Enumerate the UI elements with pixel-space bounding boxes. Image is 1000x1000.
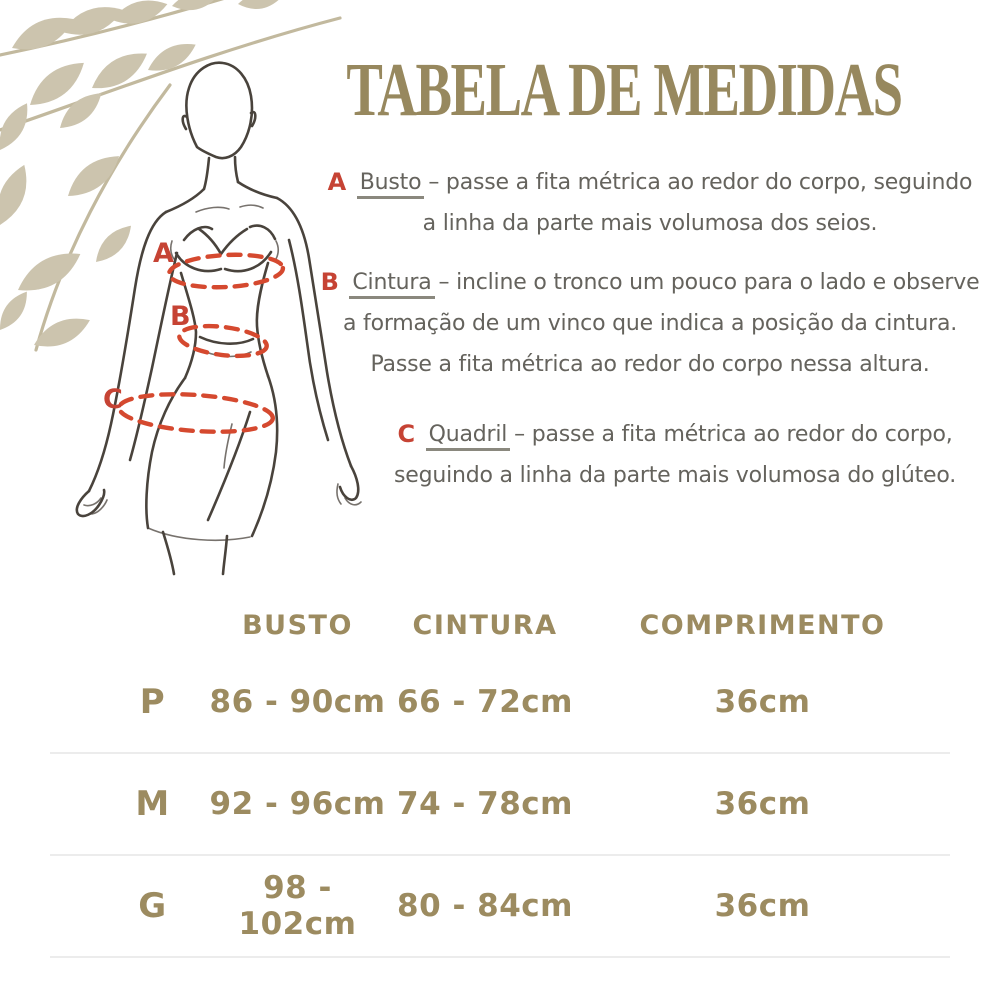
instruction-text: – passe a fita métrica ao redor do corpo, seguindo xyxy=(428,170,973,195)
size-label: M xyxy=(135,784,170,824)
marker-letter-a: A xyxy=(327,168,347,196)
busto-value: 98 - 102cm xyxy=(238,870,357,942)
busto-value: 92 - 96cm xyxy=(209,786,386,822)
instruction-text: a formação de um vinco que indica a posição da cintura. xyxy=(342,311,958,336)
marker-letter-c: C xyxy=(397,420,416,448)
table-row-m xyxy=(50,754,950,856)
header-cintura: CINTURA xyxy=(412,609,558,641)
waist-measure-line xyxy=(178,322,269,361)
table-row-p xyxy=(50,652,950,754)
comprimento-value: 36cm xyxy=(714,888,811,924)
comprimento-value: 36cm xyxy=(714,684,811,720)
cintura-value: 66 - 72cm xyxy=(397,684,573,720)
size-table-header-row xyxy=(50,598,950,652)
instruction-line xyxy=(305,262,995,303)
instruction-text: – incline o tronco um pouco para o lado e observe xyxy=(438,270,980,295)
term-quadril: Quadril xyxy=(426,422,511,451)
instruction-text: a linha da parte mais volumosa dos seios. xyxy=(422,211,878,236)
instruction-text: – passe a fita métrica ao redor do corpo, xyxy=(514,422,953,447)
measurement-dashed-lines xyxy=(118,252,284,436)
instruction-line xyxy=(305,162,995,203)
instruction-line xyxy=(330,414,1000,455)
size-label: G xyxy=(138,886,167,926)
comprimento-value: 36cm xyxy=(714,786,811,822)
instruction-cintura xyxy=(305,262,995,385)
table-row-g xyxy=(50,856,950,958)
header-comprimento: COMPRIMENTO xyxy=(639,609,886,641)
figure-label-b: B xyxy=(170,301,191,332)
busto-value: 86 - 90cm xyxy=(209,684,386,720)
instruction-quadril xyxy=(330,414,1000,496)
leaf-icon xyxy=(0,0,282,355)
figure-label-a: A xyxy=(153,238,174,269)
instruction-busto xyxy=(305,162,995,244)
term-busto: Busto xyxy=(357,170,425,199)
header-busto: BUSTO xyxy=(242,609,353,641)
figure-label-c: C xyxy=(103,384,123,415)
size-table xyxy=(50,598,950,958)
hip-measure-line xyxy=(118,390,274,437)
term-cintura: Cintura xyxy=(349,270,434,299)
marker-letter-b: B xyxy=(320,268,340,296)
instruction-text: seguindo a linha da parte mais volumosa do glúteo. xyxy=(393,463,957,488)
bust-measure-line xyxy=(168,252,284,290)
size-label: P xyxy=(139,682,166,722)
instruction-text: Passe a fita métrica ao redor do corpo nessa altura. xyxy=(370,352,930,377)
cintura-value: 74 - 78cm xyxy=(397,786,573,822)
page-title: TABELA DE MEDIDAS xyxy=(346,48,902,132)
cintura-value: 80 - 84cm xyxy=(397,888,573,924)
